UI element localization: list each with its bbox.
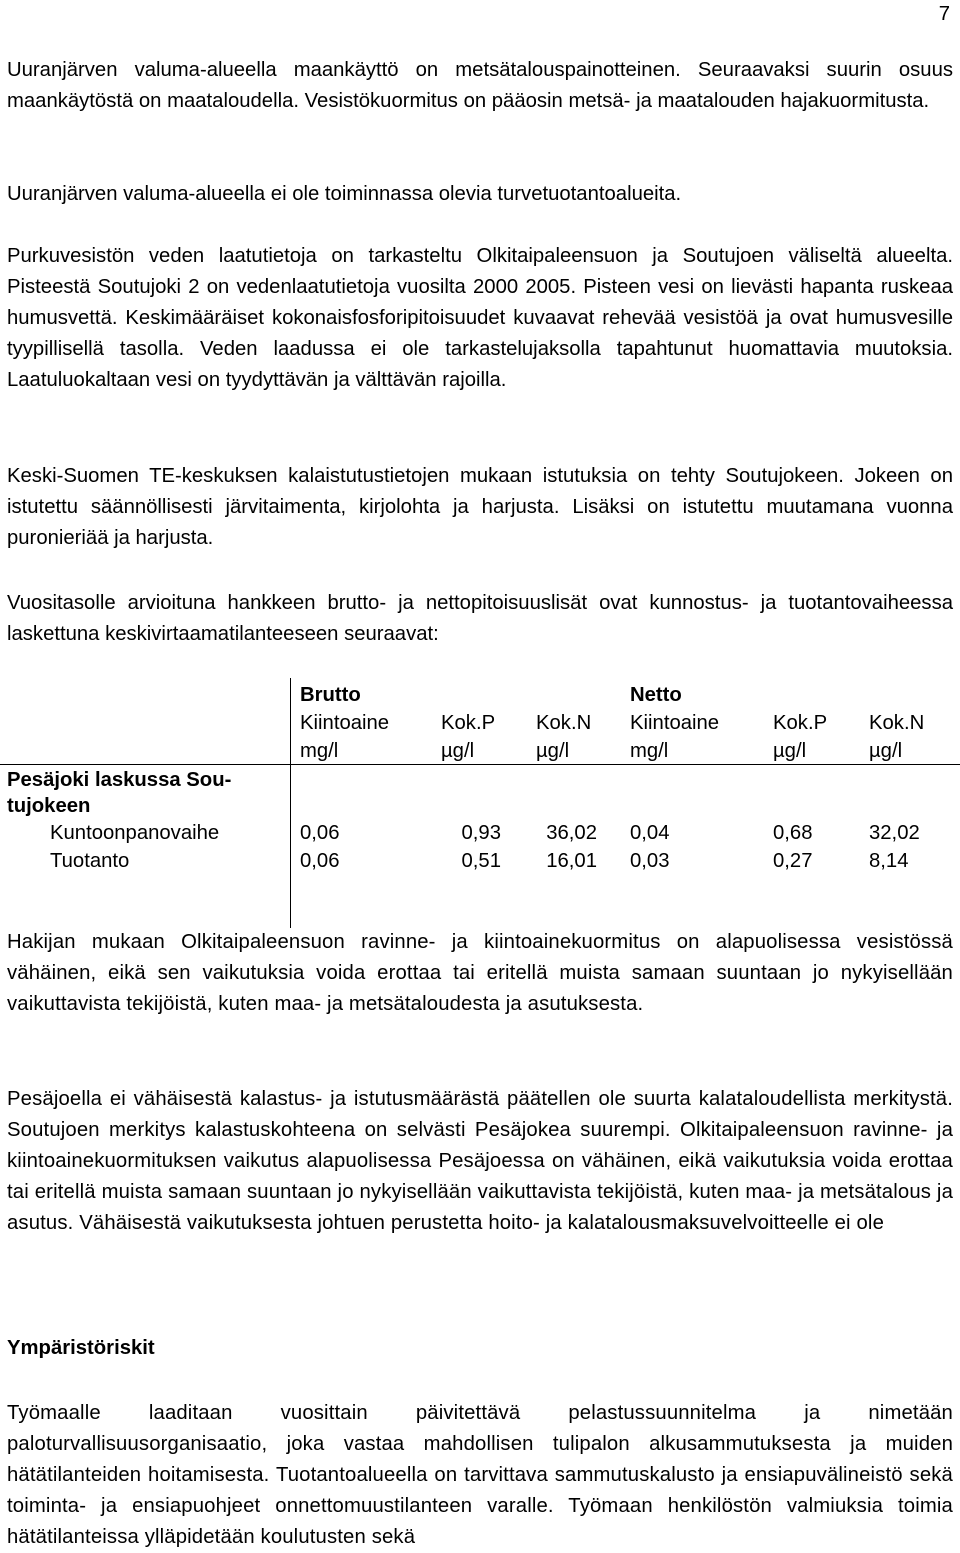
netto-kokp-header: Kok.P xyxy=(773,712,828,734)
paragraph-applicant-view: Hakijan mukaan Olkitaipaleensuon ravinne- ja kiintoainekuormitus on alapuolisessa vesistössä vähäinen, eikä sen vaikutuksia voida erottaa tai eritellä muista samaan suuntaan jo nykyisellään vaikuttavista tekijöistä, kuten maa- ja metsätaloudesta ja asutuksesta. xyxy=(7,931,953,1015)
table-cell: 0,93 xyxy=(461,822,501,844)
paragraph-fish-stocking: Keski-Suomen TE-keskuksen kalaistutustietojen mukaan istutuksia on tehty Soutujokeen. Jokeen on istutettu säännöllisesti järvitaimenta, kirjolohta ja harjusta. Lisäksi on istutettu muutamana vuonna puronieriää ja harjusta. xyxy=(7,465,953,549)
table-cell: 0,04 xyxy=(630,822,670,844)
netto-kokn-header: Kok.N xyxy=(869,712,925,734)
table-cell: 32,02 xyxy=(869,822,920,844)
row-label-kuntoonpanovaihe: Kuntoonpanovaihe xyxy=(50,822,220,844)
brutto-kokp-header: Kok.P xyxy=(441,712,496,734)
netto-kiintoaine-unit: mg/l xyxy=(630,740,669,762)
paragraph-rescue-plan: Työmaalle laaditaan vuosittain päivitettävä pelastussuunnitelma ja nimetään paloturvallisuusorganisaatio, joka vastaa mahdollisen tulipalon alkusammutuksesta ja muiden hätätilanteiden hoitamisesta. Tuotantoalueella on tarvittava sammutuskalusto ja ensiapuvälineistö sekä toiminta- ja ensiapuohjeet onnettomuustilanteen varalle. Työmaan henkilöstön valmiuksia toimia hätätilanteissa ylläpidetään koulutusten sekä xyxy=(7,1402,953,1548)
netto-group-header: Netto xyxy=(630,684,682,706)
netto-kiintoaine-header: Kiintoaine xyxy=(630,712,720,734)
paragraph-peat-areas: Uuranjärven valuma-alueella ei ole toiminnassa olevia turvetuotantoalueita. xyxy=(7,183,682,205)
paragraph-land-use: Uuranjärven valuma-alueella maankäyttö on metsätalouspainotteinen. Seuraavaksi suurin osuus maankäytöstä on maataloudella. Vesistökuormitus on pääosin metsä- ja maatalouden hajakuormitusta. xyxy=(7,59,953,112)
brutto-group-header: Brutto xyxy=(300,684,361,706)
row-group-label-line2: tujokeen xyxy=(7,795,91,817)
table-cell: 0,27 xyxy=(773,850,813,872)
table-cell: 0,03 xyxy=(630,850,670,872)
brutto-kokp-unit: µg/l xyxy=(441,740,475,762)
table-cell: 16,01 xyxy=(546,850,597,872)
table-cell: 0,51 xyxy=(461,850,501,872)
row-group-label-line1: Pesäjoki laskussa Sou- xyxy=(7,769,232,791)
netto-kokn-unit: µg/l xyxy=(869,740,903,762)
section-heading-environmental-risks: Ympäristöriskit xyxy=(7,1337,155,1359)
row-label-tuotanto: Tuotanto xyxy=(50,850,130,872)
concentration-table xyxy=(0,678,960,928)
table-horizontal-rule xyxy=(0,764,960,765)
paragraph-fishery-impact: Pesäjoella ei vähäisestä kalastus- ja istutusmäärästä päätellen ole suurta kalataloudellista merkitystä. Soutujoen merkitys kalastuskohteena on selvästi Pesäjokea suurempi. Olkitaipaleensuon ravinne- ja kiintoainekuormituksen vaikutus alapuolisessa Pesäjoessa on vähäinen, eikä vaikutuksia voida erottaa tai eritellä muista samaan suuntaan jo nykyisellään vaikuttavista tekijöistä, kuten maa- ja metsätalous ja asutus. Vähäisestä vaikutuksesta johtuen perustetta hoito- ja kalatalousmaksuvelvoitteelle ei ole xyxy=(7,1088,953,1234)
table-cell: 36,02 xyxy=(546,822,597,844)
brutto-kokn-header: Kok.N xyxy=(536,712,592,734)
page-number: 7 xyxy=(938,3,950,25)
netto-kokp-unit: µg/l xyxy=(773,740,807,762)
paragraph-load-intro: Vuositasolle arvioituna hankkeen brutto- ja nettopitoisuuslisät ovat kunnostus- ja tuotantovaiheessa laskettuna keskivirtaamatilanteeseen seuraavat: xyxy=(7,592,953,645)
table-cell: 0,06 xyxy=(300,822,340,844)
brutto-kokn-unit: µg/l xyxy=(536,740,570,762)
table-cell: 8,14 xyxy=(869,850,909,872)
table-cell: 0,06 xyxy=(300,850,340,872)
table-cell: 0,68 xyxy=(773,822,813,844)
paragraph-water-quality: Purkuvesistön veden laatutietoja on tarkasteltu Olkitaipaleensuon ja Soutujoen väliseltä alueelta. Pisteestä Soutujoki 2 on vedenlaatutietoja vuosilta 2000 2005. Pisteen vesi on lievästi hapanta ruskeaa humusvettä. Keskimääräiset kokonaisfosforipitoisuudet kuvaavat rehevää vesistöä ja ovat humusvesille tyypillisellä tasolla. Veden laadussa ei ole tarkastelujaksolla tapahtunut huomattavia muutoksia. Laatuluokaltaan vesi on tyydyttävän ja välttävän rajoilla. xyxy=(7,245,953,391)
brutto-kiintoaine-unit: mg/l xyxy=(300,740,339,762)
table-vertical-rule xyxy=(290,678,291,928)
brutto-kiintoaine-header: Kiintoaine xyxy=(300,712,390,734)
